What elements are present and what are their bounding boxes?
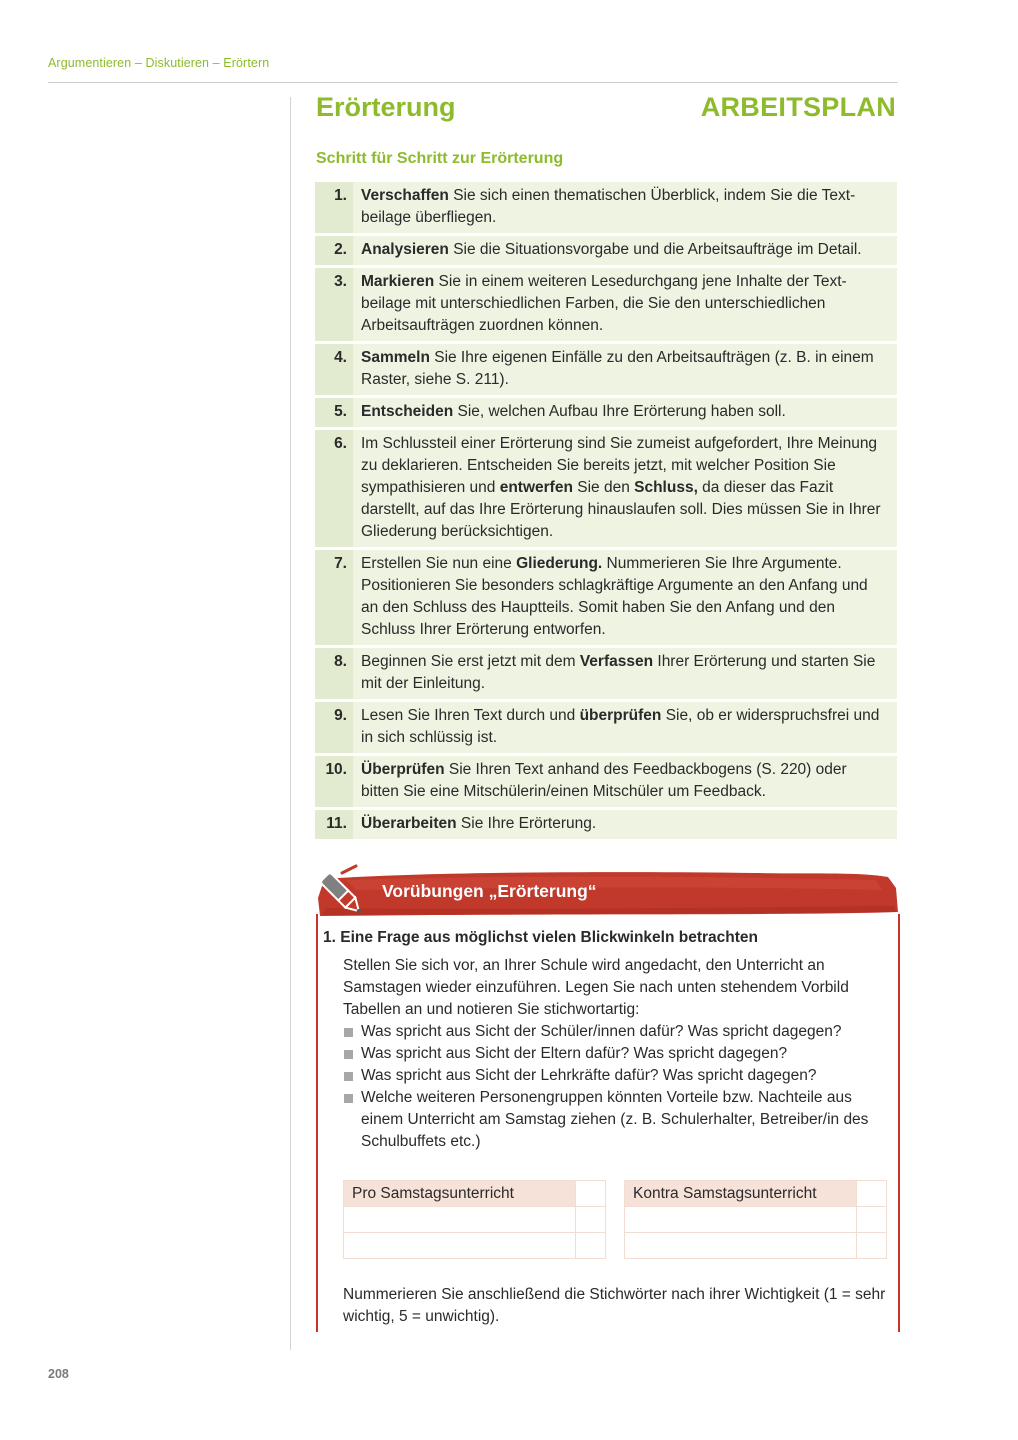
step-text: Verschaffen Sie sich einen thematischen Überblick, indem Sie die Textbeilage überfliegen. — [353, 182, 897, 233]
step-row — [315, 702, 897, 756]
step-number: 2. — [315, 236, 353, 265]
step-number: 7. — [315, 550, 353, 645]
step-text: Sammeln Sie Ihre eigenen Einfälle zu den Arbeitsaufträgen (z. B. in einem Raster, siehe S. 211). — [353, 344, 897, 395]
section-label: ARBEITSPLAN — [700, 92, 896, 122]
step-text: Überarbeiten Sie Ihre Erörterung. — [353, 810, 897, 839]
pro-rank-cell[interactable] — [576, 1233, 606, 1259]
step-text: Überprüfen Sie Ihren Text anhand des Feedbackbogens (S. 220) oder bitten Sie eine Mitschülerin/einen Mitschüler um Feedback. — [353, 756, 897, 807]
step-row — [315, 268, 897, 344]
step-number: 3. — [315, 268, 353, 341]
header-divider — [48, 82, 898, 83]
step-number: 8. — [315, 648, 353, 699]
page-number: 208 — [48, 1367, 69, 1381]
exercise-body — [343, 955, 888, 1153]
contra-table-header: Kontra Samstagsunterricht — [625, 1181, 857, 1207]
exercise-banner — [316, 868, 898, 916]
page-title: Erörterung — [316, 92, 456, 122]
question-list — [343, 1021, 888, 1153]
step-text: Lesen Sie Ihren Text durch und überprüfen Sie, ob er widerspruchsfrei und in sich schlüssig ist. — [353, 702, 897, 753]
step-text: Entscheiden Sie, welchen Aufbau Ihre Erörterung haben soll. — [353, 398, 897, 427]
contra-rank-cell[interactable] — [857, 1233, 887, 1259]
step-text: Erstellen Sie nun eine Gliederung. Nummerieren Sie Ihre Argumente. Positionieren Sie besonders schlagkräftige Argumente an den Anfang und an den Schluss des Hauptteils. Somit haben Sie den Anfang und den Schluss Ihrer Erörterung entworfen. — [353, 550, 897, 645]
exercise-footer: Nummerieren Sie anschließend die Stichwörter nach ihrer Wichtigkeit (1 = sehr wichtig, 5 = unwichtig). — [343, 1286, 886, 1325]
pro-table — [343, 1180, 606, 1259]
step-number: 9. — [315, 702, 353, 753]
step-row — [315, 648, 897, 702]
contra-entry-cell[interactable] — [625, 1207, 857, 1233]
step-row — [315, 398, 897, 430]
banner-title: Vorübungen „Erörterung“ — [382, 881, 597, 901]
step-number: 6. — [315, 430, 353, 547]
column-divider — [290, 97, 291, 1350]
list-item: Welche weiteren Personengruppen könnten Vorteile bzw. Nachteile aus einem Unterricht am Samstag ziehen (z. B. Schulerhalter, Betreiber/in des Schulbuffets etc.) — [343, 1087, 888, 1153]
step-number: 4. — [315, 344, 353, 395]
pro-entry-cell[interactable] — [344, 1233, 576, 1259]
step-text: Markieren Sie in einem weiteren Lesedurchgang jene Inhalte der Textbeilage mit unterschiedlichen Farben, die Sie den unterschiedlichen Arbeitsaufträgen zuordnen können. — [353, 268, 897, 341]
list-item: Was spricht aus Sicht der Lehrkräfte dafür? Was spricht dagegen? — [343, 1065, 888, 1087]
step-row — [315, 182, 897, 236]
step-row — [315, 236, 897, 268]
step-text: Im Schlussteil einer Erörterung sind Sie zumeist aufgefordert, Ihre Meinung zu deklarieren. Entscheiden Sie bereits jetzt, mit welcher Position Sie sympathisieren und entwerfen Sie den Schluss, da dieser das Fazit darstellt, auf das Ihre Erörterung hinauslaufen soll. Dies müssen Sie in Ihrer Gliederung berücksichtigen. — [353, 430, 897, 547]
step-number: 11. — [315, 810, 353, 839]
step-row — [315, 810, 897, 839]
contra-rank-cell[interactable] — [857, 1207, 887, 1233]
running-head: Argumentieren – Diskutieren – Erörtern — [48, 56, 270, 70]
contra-entry-cell[interactable] — [625, 1233, 857, 1259]
pro-rank-cell[interactable] — [576, 1181, 606, 1207]
contra-table — [624, 1180, 887, 1259]
pro-table-header: Pro Samstagsunterricht — [344, 1181, 576, 1207]
exercise-intro: Stellen Sie sich vor, an Ihrer Schule wird angedacht, den Unterricht an Samstagen wieder einzuführen. Legen Sie nach unten stehendem Vorbild Tabellen an und notieren Sie stichwortartig: — [343, 957, 849, 1018]
step-number: 10. — [315, 756, 353, 807]
section-subtitle: Schritt für Schritt zur Erörterung — [316, 150, 564, 167]
step-row — [315, 430, 897, 550]
step-number: 1. — [315, 182, 353, 233]
pro-entry-cell[interactable] — [344, 1207, 576, 1233]
exercise-heading: 1. Eine Frage aus möglichst vielen Blickwinkeln betrachten — [323, 929, 758, 946]
pro-rank-cell[interactable] — [576, 1207, 606, 1233]
step-text: Beginnen Sie erst jetzt mit dem Verfassen Ihrer Erörterung und starten Sie mit der Einleitung. — [353, 648, 897, 699]
step-row — [315, 344, 897, 398]
step-row — [315, 550, 897, 648]
list-item: Was spricht aus Sicht der Eltern dafür? Was spricht dagegen? — [343, 1043, 888, 1065]
contra-rank-cell[interactable] — [857, 1181, 887, 1207]
step-row — [315, 756, 897, 810]
steps-list — [315, 182, 897, 839]
step-text: Analysieren Sie die Situationsvorgabe und die Arbeitsaufträge im Detail. — [353, 236, 897, 265]
pen-icon — [316, 864, 372, 920]
step-number: 5. — [315, 398, 353, 427]
list-item: Was spricht aus Sicht der Schüler/innen dafür? Was spricht dagegen? — [343, 1021, 888, 1043]
